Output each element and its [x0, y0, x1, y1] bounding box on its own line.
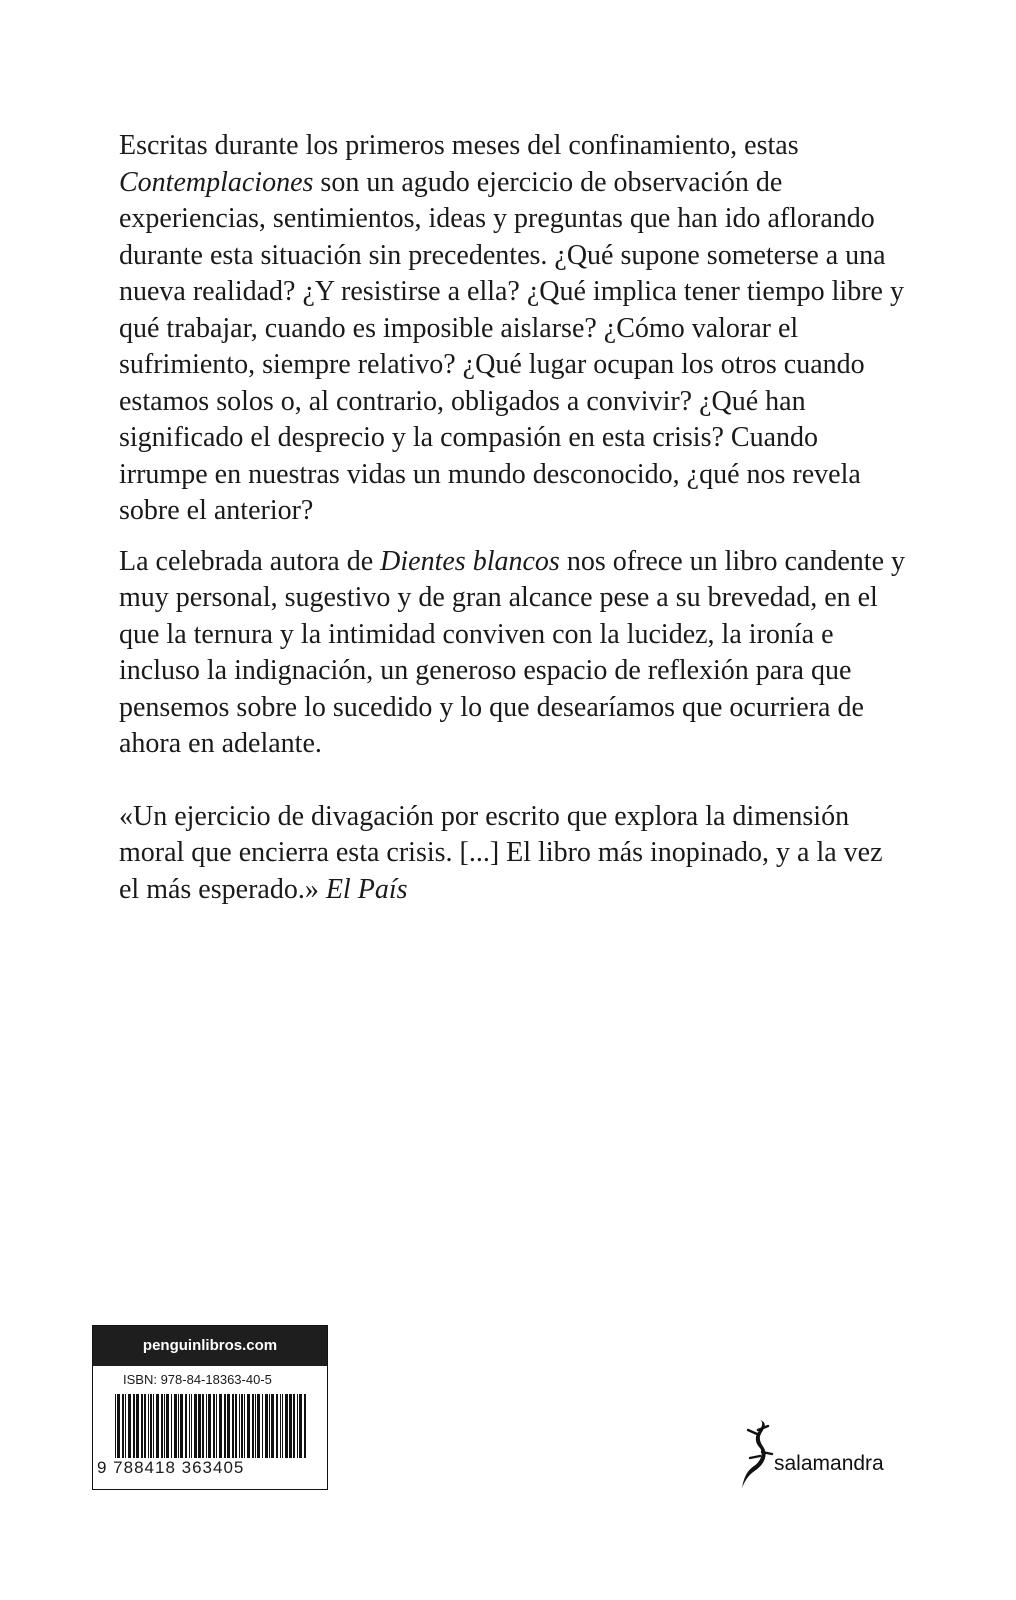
press-quote [119, 799, 909, 909]
publisher-name: salamandra [774, 1452, 884, 1475]
barcode-bar [297, 1394, 298, 1458]
barcode-bar [161, 1394, 163, 1458]
blurb-paragraph-1 [119, 128, 909, 530]
barcode-bar [304, 1394, 306, 1458]
barcode-bar [206, 1394, 207, 1458]
barcode-bar [153, 1394, 154, 1458]
back-cover-text [119, 128, 909, 908]
barcode-bar [191, 1394, 192, 1458]
barcode-bar [125, 1394, 126, 1458]
barcode-bar [174, 1394, 177, 1458]
barcode-bar [276, 1394, 278, 1458]
salamander-icon [738, 1418, 778, 1490]
barcode-bar [241, 1394, 243, 1458]
barcode-bar [227, 1394, 230, 1458]
blurb-text: Escritas durante los primeros meses del confinamiento, estas [119, 130, 799, 161]
barcode-bar [202, 1394, 204, 1458]
barcode-bar [280, 1394, 281, 1458]
barcode-bar [255, 1394, 256, 1458]
barcode-bar [213, 1394, 215, 1458]
barcode-bars [111, 1394, 311, 1458]
barcode-bar [269, 1394, 270, 1458]
barcode-bar [141, 1394, 143, 1458]
quote-source: El País [325, 873, 408, 905]
previous-book-title: Dientes blancos [380, 545, 560, 577]
blurb-paragraph-2 [119, 544, 909, 763]
website-label: penguinlibros.com [93, 1326, 327, 1366]
barcode-digits: 9 788418 363405 [97, 1458, 245, 1477]
barcode-bar [257, 1394, 260, 1458]
barcode-bar [166, 1394, 169, 1458]
barcode-bar [150, 1394, 152, 1458]
publisher-logo [738, 1418, 918, 1490]
barcode-bar [133, 1394, 135, 1458]
barcode-bar [244, 1394, 245, 1458]
barcode-bar [128, 1394, 131, 1458]
quote-text: «Un ejercicio de divagación por escrito que explora la dimensión moral que encierra esta crisis. [...] El libro más inopinado, y a la vez el más esperado.» [119, 800, 883, 905]
blurb-text: La celebrada autora de [119, 545, 381, 577]
barcode-bar [198, 1394, 201, 1458]
barcode-bar [171, 1394, 172, 1458]
blurb-text: nos ofrece un libro candente y muy personal, sugestivo y de gran alcance pese a su brevedad, en el que la ternura y la intimidad conviven con la lucidez, la ironía e incluso la indignación, un generoso espacio de reflexión para que pensemos sobre lo sucedido y lo que desearíamos que ocurriera de ahora en adelante. [119, 545, 906, 759]
barcode-bar [235, 1394, 237, 1458]
barcode-bar [285, 1394, 288, 1458]
barcode-bar [239, 1394, 240, 1458]
barcode-bar [262, 1394, 263, 1458]
barcode-bar [178, 1394, 179, 1458]
barcode-bar [271, 1394, 274, 1458]
barcode-bar [189, 1394, 190, 1458]
barcode-bar [122, 1394, 124, 1458]
barcode-bar [252, 1394, 254, 1458]
barcode-bar [164, 1394, 165, 1458]
barcode-bar [232, 1394, 234, 1458]
barcode-bar [194, 1394, 197, 1458]
barcode-bar [247, 1394, 250, 1458]
barcode-bar [115, 1394, 116, 1458]
barcode-bar [299, 1394, 302, 1458]
barcode-bar [185, 1394, 187, 1458]
barcode-bar [117, 1394, 120, 1458]
barcode-bar [293, 1394, 295, 1458]
barcode-bar [265, 1394, 268, 1458]
isbn-label: ISBN: 978-84-18363-40-5 [123, 1372, 272, 1387]
barcode-bar [156, 1394, 159, 1458]
barcode-bar [224, 1394, 226, 1458]
book-title: Contemplaciones [119, 166, 314, 198]
blurb-text: son un agudo ejercicio de observación de experiencias, sentimientos, ideas y preguntas que han ido aflorando durante esta situación sin precedentes. ¿Qué supone someterse a una nueva realidad? ¿Y resistirse a ella? ¿Qué implica tener tiempo libre y qué trabajar, cuando es imposible aislarse? ¿Cómo valorar el sufrimiento, siempre relativo? ¿Qué lugar ocupan los otros cuando estamos solos o, al contrario, obligados a convivir? ¿Qué han significado el desprecio y la compasión en esta crisis? Cuando irrumpe en nuestras vidas un mundo desconocido, ¿qué nos revela sobre el anterior? [119, 166, 904, 526]
barcode-box [92, 1325, 328, 1490]
barcode-bar [180, 1394, 183, 1458]
barcode-bar [289, 1394, 292, 1458]
barcode-bar [148, 1394, 149, 1458]
barcode-bar [216, 1394, 217, 1458]
barcode-bar [219, 1394, 222, 1458]
barcode-bar [282, 1394, 283, 1458]
barcode-bar [136, 1394, 139, 1458]
barcode-bar [208, 1394, 211, 1458]
barcode-bar [144, 1394, 146, 1458]
